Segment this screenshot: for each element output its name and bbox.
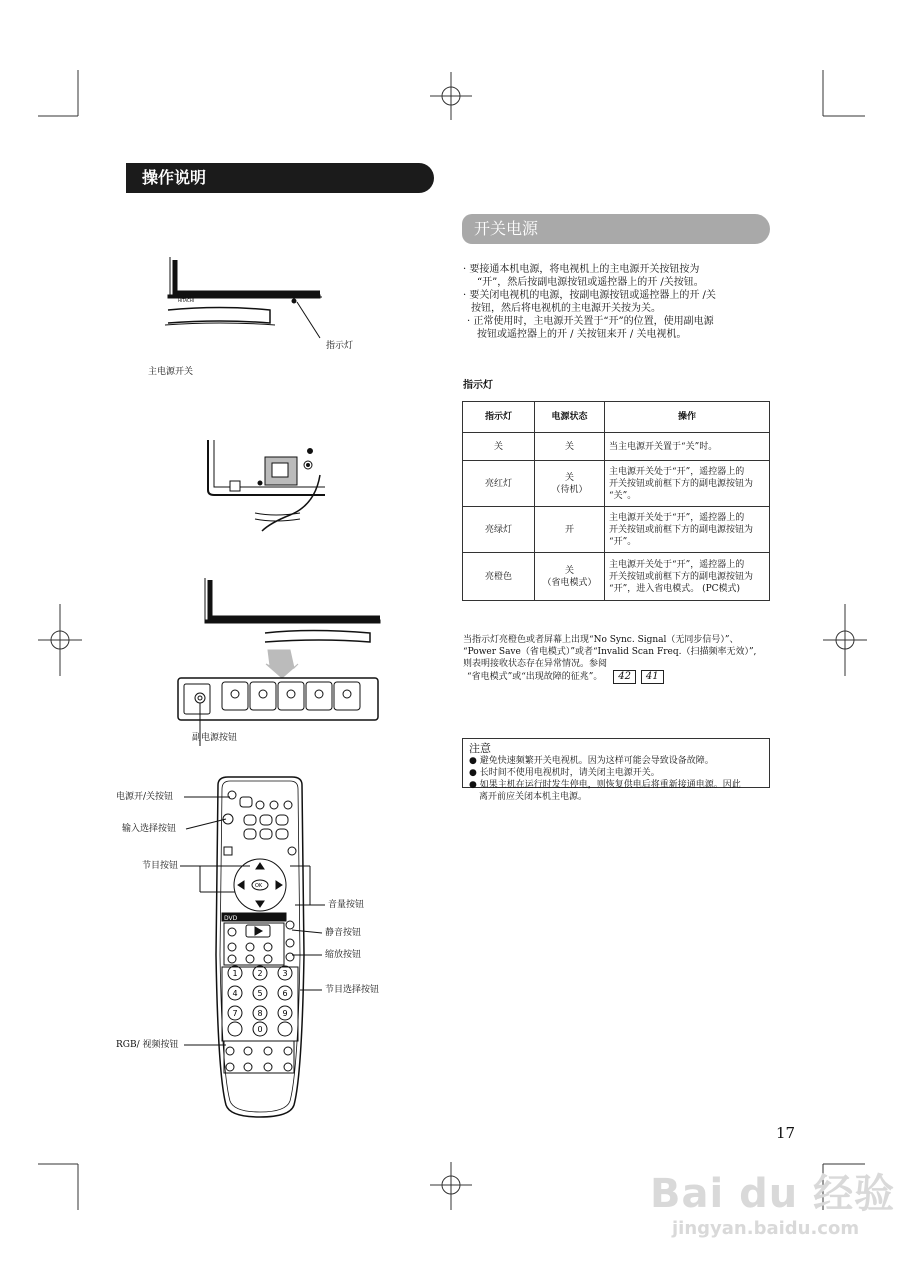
intro-line: 按钮或遥控器上的开 / 关按钮来开 / 关电视机。 xyxy=(477,329,687,340)
light-cell: 亮橙色 xyxy=(463,553,535,601)
intro-line: · 正常使用时，主电源开关置于“开”的位置，使用副电源 xyxy=(467,316,714,327)
table-row xyxy=(463,433,770,461)
op-line: “开”，进入省电模式。 (PC模式) xyxy=(609,583,741,594)
op-cell xyxy=(605,553,770,601)
remote-rgb-label: RGB/ 视频按钮 xyxy=(116,1040,179,1050)
remote-program-label: 节目按钮 xyxy=(142,861,179,871)
table-row xyxy=(463,461,770,507)
op-line: 主电源开关处于“开”，遥控器上的 xyxy=(609,512,745,523)
caution-item: ● 避免快速频繁开关电视机。因为这样可能会导致设备故障。 xyxy=(469,756,714,766)
note-line: “Power Save（省电模式）”或者“Invalid Scan Freq.（扫描频率无效）”, xyxy=(463,647,757,657)
page-ref-icon[interactable]: 41 xyxy=(641,670,664,684)
remote-ok-label: OK xyxy=(255,883,263,889)
keypad-9: 9 xyxy=(282,1009,288,1018)
state-cell xyxy=(535,461,605,507)
intro-text xyxy=(463,263,773,341)
tv-brand-label: HITACHI xyxy=(178,298,194,303)
op-line: 开关按钮或前框下方的副电源按钮为 xyxy=(609,478,754,489)
op-line: 主电源开关处于“开”，遥控器上的 xyxy=(609,559,745,570)
section-title: 操作说明 xyxy=(126,163,434,193)
keypad-6: 6 xyxy=(282,989,288,998)
caution-title: 注意 xyxy=(469,742,491,755)
remote-mute-label: 静音按钮 xyxy=(325,928,362,938)
op-line: 主电源开关处于“开”，遥控器上的 xyxy=(609,466,745,477)
caution-item: 离开前应关闭本机主电源。 xyxy=(479,792,588,802)
tv-front-figure xyxy=(160,255,390,355)
note-line-text: “省电模式”或“出现故障的征兆”。 xyxy=(467,672,603,682)
keypad-8: 8 xyxy=(257,1009,263,1018)
page-ref-icon[interactable]: 42 xyxy=(613,670,636,684)
remote-dvd-label: DVD xyxy=(224,915,238,922)
keypad-3: 3 xyxy=(282,969,288,978)
header-cell: 指示灯 xyxy=(463,402,535,433)
table-header-row xyxy=(463,402,770,433)
state-line: （省电模式） xyxy=(542,577,597,588)
caution-box xyxy=(462,738,770,802)
indicator-label: 指示灯 xyxy=(326,341,354,351)
keypad-2: 2 xyxy=(257,969,263,978)
op-line: 开关按钮或前框下方的副电源按钮为 xyxy=(609,524,754,535)
page-number: 17 xyxy=(776,1124,796,1142)
state-line: （待机） xyxy=(551,484,588,495)
op-line: “开”。 xyxy=(609,536,637,547)
indicator-table xyxy=(462,401,770,601)
indicator-heading: 指示灯 xyxy=(463,380,493,391)
keypad-4: 4 xyxy=(232,989,238,998)
remote-power-label: 电源开/关按钮 xyxy=(116,792,174,802)
header-cell: 操作 xyxy=(605,402,770,433)
keypad-7: 7 xyxy=(232,1009,238,1018)
intro-line: “开”，然后按副电源按钮或遥控器上的开 /关按钮。 xyxy=(477,277,704,288)
table-row xyxy=(463,507,770,553)
sub-power-label: 副电源按钮 xyxy=(192,733,238,743)
main-power-label: 主电源开关 xyxy=(148,367,194,377)
sub-power-figure xyxy=(170,578,390,753)
state-cell xyxy=(535,433,605,461)
keypad-5: 5 xyxy=(257,989,263,998)
state-cell xyxy=(535,553,605,601)
rear-panel-figure xyxy=(200,435,340,535)
caution-item: ● 长时间不使用电视机时，请关闭主电源开关。 xyxy=(469,768,660,778)
intro-line: · 要关闭电视机的电源，按副电源按钮或遥控器上的开 /关 xyxy=(463,290,716,301)
op-line: “关”。 xyxy=(609,490,637,501)
state-line: 关 xyxy=(564,441,574,452)
light-cell: 关 xyxy=(463,433,535,461)
light-cell: 亮红灯 xyxy=(463,461,535,507)
op-line: 当主电源开关置于“关”时。 xyxy=(609,441,718,452)
state-cell xyxy=(535,507,605,553)
note-line: 则表明接收状态存在异常情况。参阅 xyxy=(463,659,608,669)
intro-line: 按钮，然后将电视机的主电源开关按为关。 xyxy=(471,303,661,314)
remote-zoom-label: 缩放按钮 xyxy=(325,950,362,960)
op-cell xyxy=(605,433,770,461)
state-line: 关 xyxy=(564,472,574,483)
op-cell xyxy=(605,461,770,507)
state-line: 关 xyxy=(564,565,574,576)
watermark-url: jingyan.baidu.com xyxy=(672,1218,860,1239)
table-row xyxy=(463,553,770,601)
header-cell: 电源状态 xyxy=(535,402,605,433)
remote-channel-label: 节目选择按钮 xyxy=(325,985,380,995)
orange-note xyxy=(463,634,793,684)
note-line: 当指示灯亮橙色或者屏幕上出现“No Sync. Signal（无同步信号）”、 xyxy=(463,635,739,645)
remote-control-figure xyxy=(210,775,310,1120)
keypad-1: 1 xyxy=(232,969,238,978)
caution-item: ● 如果主机在运行时发生停电，则恢复供电后将重新接通电源。因此 xyxy=(469,780,741,790)
op-line: 开关按钮或前框下方的副电源按钮为 xyxy=(609,571,754,582)
subsection-title: 开关电源 xyxy=(462,214,770,244)
state-line: 开 xyxy=(564,524,574,535)
watermark-brand: Bai du 经验 xyxy=(650,1171,896,1217)
keypad-0: 0 xyxy=(257,1025,263,1034)
remote-volume-label: 音量按钮 xyxy=(328,900,365,910)
op-cell xyxy=(605,507,770,553)
remote-input-label: 输入选择按钮 xyxy=(122,824,177,834)
intro-line: · 要接通本机电源，将电视机上的主电源开关按钮按为 xyxy=(463,264,700,275)
note-line xyxy=(463,670,793,684)
light-cell: 亮绿灯 xyxy=(463,507,535,553)
